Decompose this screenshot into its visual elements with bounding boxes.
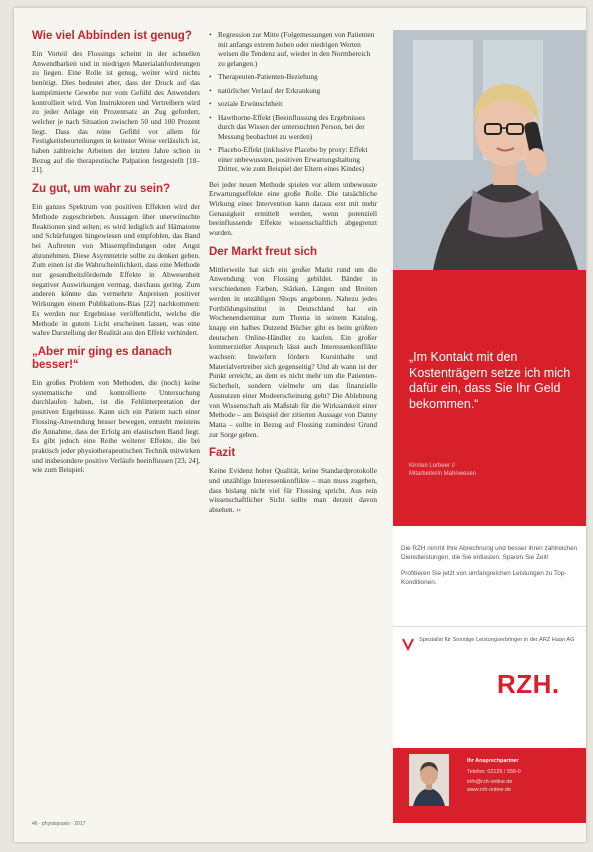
paragraph: Mittlerweile hat sich ein großer Markt rund um die Anwendung von Flossing gebildet. Bänder in verschiedenen Farben, Stärken, Längen und Breiten werden in unzähligen Shops angeboten. Nahezu jedes Fortbildungsinstitut in Deutschland hat ein Wochenendseminar zum Thema in seinem Katalog, knapp ein halbes Dutzend Bücher gibt es beim größten deutschen Online-Händler zu kaufen. Ein großer kommerzieller Anspruch lässt auch Interessenkonflikte wachsen: Inwiefern fördern Kursinhalte und Materialvertreiber sich gegenseitig? Und ab wann ist der Punkt erreicht, an dem es nicht mehr um die Patienten-Sicherheit, sondern vielmehr um das finanzielle Ausnutzen einer Modeerscheinung geht? Die Ablehnung von Wissenschaft als Maßstab für die Wirksamkeit einer Methode – am Beispiel der zitierten Aussage von Danny Matta – sollte in Bezug auf Flossing zumindest Grund zur Sorge geben.	[209, 264, 377, 439]
rzh-advertisement	[393, 30, 586, 823]
contact-photo	[409, 754, 449, 806]
paragraph	[209, 466, 377, 515]
heading-zu-gut: Zu gut, um wahr zu sein?	[32, 183, 170, 196]
list-item: • Hawthorne-Effekt (Beeinflussung des Ergebnisses durch das Wissen der untersuchten Person, bei der Messung beobachtet zu werden)	[209, 113, 377, 142]
contact-web[interactable]: www.rzh-online.de	[467, 786, 512, 793]
employee-photo	[393, 30, 586, 270]
page-footer: 46 · physiopraxis · 2017	[32, 821, 86, 827]
list-item: • soziale Erwünschtheit	[209, 99, 377, 109]
logo-area	[393, 626, 586, 747]
ad-body	[401, 544, 581, 594]
article-column-middle	[209, 30, 377, 521]
woman-on-phone-illustration	[393, 30, 586, 270]
author-name: Kirsten Lorbeer //	[409, 463, 456, 469]
fazit-text: Keine Evidenz hoher Qualität, keine Standardprotokolle und unzählige Interessenkonflikte – man muss zugeben, dass bislang nicht viel für Flossing spricht. Aus rein wissenschaftlicher Sicht sollte man derzeit davon absehen.	[209, 466, 377, 515]
heading-fazit: Fazit	[209, 447, 236, 460]
continue-arrow-icon: ››	[236, 505, 242, 515]
contact-panel	[393, 748, 586, 823]
contact-phone[interactable]: Telefon: 02129 / 556-0	[467, 768, 521, 775]
list-item: • natürlicher Verlauf der Erkrankung	[209, 86, 377, 96]
ad-tagline: Spezialist für Sonstige Leistungserbringer in der ARZ Haan AG	[419, 637, 575, 643]
heading-abbinden: Wie viel Abbinden ist genug?	[32, 30, 192, 42]
ad-text-2: Profitieren Sie jetzt von umfangreichen Leistungen zu Top-Konditionen.	[401, 570, 567, 586]
contact-details	[467, 758, 579, 794]
contact-email[interactable]: info@rzh-online.de	[467, 779, 513, 785]
ad-text-1: Die RZH nimmt Ihre Abrechnung und besser ihren zahlreichen Dienstleistungen, die Sie entlasten. Sparen Sie Zeit!	[401, 545, 578, 561]
list-item: • Therapeuten-Patienten-Beziehung	[209, 72, 377, 82]
magazine-page	[14, 8, 586, 842]
list-item: • Regression zur Mitte (Folgemessungen von Patienten mit anfangs extrem hohen oder niedrigen Werten weisen die Tendenz auf, wieder in den Normbereich zu gelangen.)	[209, 30, 377, 68]
quote-panel	[393, 270, 586, 526]
effects-list	[209, 30, 377, 174]
paragraph: Ein großes Problem von Methoden, die (noch) keine systematische und kontrollierte Untersuchung durchlaufen haben, ist die Fehlinterpretation der positiven Ergebnisse. Kann sich ein Patient nach einer Flossing-Anwendung besser bewegen, entsteht meistens die Annahme, dass der Erfolg am elastischen Band liegt. Es gibt jedoch eine Reihe weiterer Effekte, die bei praktisch jeder physiotherapeutischen Technik mitwirken und insbesondere positive Verläufe beeinflussen [23, 24], wie zum Beispiel:	[32, 377, 200, 475]
quote-author	[409, 462, 579, 478]
rzh-logo: RZH.	[497, 669, 560, 699]
list-item: • Placebo-Effekt (inklusive Placebo by proxy: Effekt einer unbewussten, positiven Erwartungshaltung Dritter, wie zum Beispiel der Eltern eines Kindes)	[209, 145, 377, 174]
ad-quote: „Im Kontakt mit den Kostenträgern setze ich mich dafür ein, dass Sie Ihr Geld bekommen.“	[409, 350, 571, 411]
article-column-left	[32, 30, 200, 481]
paragraph: Ein Vorteil des Flossings scheint in der schnellen Anwendbarkeit und in niedrigen Materialanforderungen zu liegen. Eine Rolle ist genug, weiter wird nichts benötigt. Dies bedeutet aber, dass der Druck auf das komprimierte Gewebe nur vom Gefühl des Anwenders kontrolliert wird. Von Instruktoren und Vertreibern wird zu jeder Anlage ein Prozentsatz an Zug gefordert, welcher je nach Situation zwischen 50 und 100 Prozent liegt. Dass das reine Gefühl vor allem für Festigkeitsbeurteilungen in keinster Weise verlässlich ist, haben zahlreiche Arbeiten der letzten Jahre schon in Bezug auf die therapeutische Palpation festgestellt [18–21].	[32, 49, 200, 175]
heading-aber-mir: „Aber mir ging es danach besser!“	[32, 345, 172, 371]
heading-markt: Der Markt freut sich	[209, 245, 318, 258]
contact-name: Ihr Ansprechpartner	[467, 758, 519, 764]
author-role: Mitarbeiterin Mahnwesen	[409, 471, 477, 477]
paragraph: Ein ganzes Spektrum von positiven Effekten wird der Methode zugeschrieben. Aussagen über unerwünschte Reaktionen sind selten; es wird lediglich auf Hämatome und Schürfungen hingewiesen und empfohlen, das Band bei Auftreten von Missempfindungen oder Angst abzunehmen. Diese Asymmetrie sollte zu denken geben. Zum einen ist die Wahrscheinlichkeit, dass eine Methode nur gesundheitsfördernde Effekte in Abwesenheit negativer Auswirkungen vermag, durchaus gering. Zum anderen könnte das vermehrte Anpreisen positiver Wirkungen einem Publikations-Bias [22] nachkommen: Es werden nur Ergebnisse veröffentlicht, welche die Methode in gutem Licht erscheinen lassen, was eine wahre Darstellung der Realität aus den Effekt verhindert.	[32, 202, 200, 338]
contact-person-illustration	[409, 754, 449, 806]
paragraph: Bei jeder neuen Methode spielen vor allem unbewusste Erwartungseffekte eine große Rolle. Die tatsächliche Wirkung einer Intervention kann daraus erst mit mehr Genauigkeit ermittelt werden, wenn potenziell beeinflussende Effekte wissenschaftlich abgegrenzt wurden.	[209, 179, 377, 238]
rzh-mark-icon	[401, 637, 415, 651]
